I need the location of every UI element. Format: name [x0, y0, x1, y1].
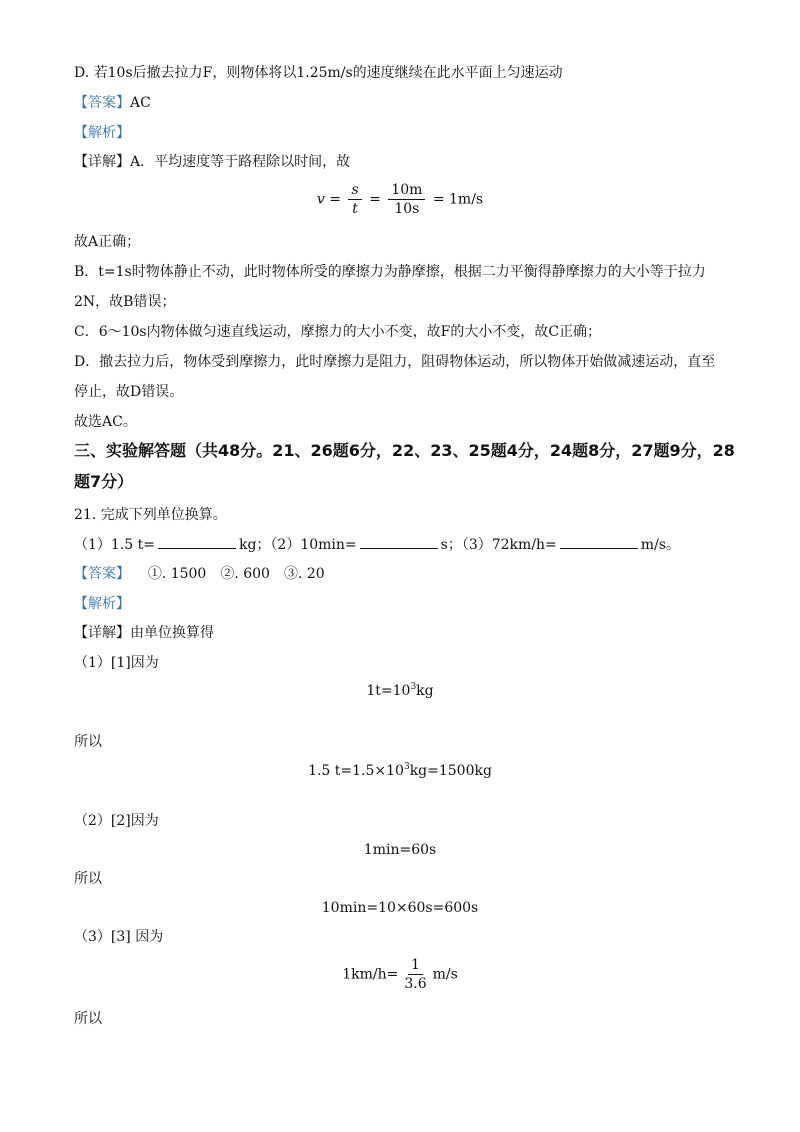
eq-den: 10s	[394, 201, 420, 217]
eq-t-unit: kg	[416, 683, 434, 699]
eq-t: t	[352, 201, 358, 217]
eq15-a: 1.5 t=1.5×10	[308, 763, 404, 779]
detail-21-line	[74, 624, 214, 642]
eq15-b: kg=1500kg	[409, 763, 492, 779]
answer-21-values: ①. 1500 ②. 600 ③. 20	[147, 566, 325, 582]
step-3-label: （3）[3] 因为	[74, 929, 164, 945]
analysis-21-tag: 【解析】	[74, 596, 130, 612]
so-3: 所以	[74, 1011, 102, 1027]
detail-21-text: 由单位换算得	[130, 625, 214, 641]
answer-21-tag: 【答案】	[74, 566, 130, 582]
so-1: 所以	[74, 734, 102, 750]
detail-21-tag: 【详解】	[74, 625, 130, 641]
part-2-text: kg；（2）10min=	[238, 537, 357, 553]
eq-num: 10m	[388, 181, 425, 200]
d-line-2: 停止，故D错误。	[74, 384, 184, 400]
b-line-1: B．t=1s时物体静止不动，此时物体所受的摩擦力为静摩擦，根据二力平衡得静摩擦力的大小等于拉力	[74, 264, 706, 280]
c-line: C．6～10s内物体做匀速直线运动，摩擦力的大小不变，故F的大小不变，故C正确；	[74, 324, 602, 340]
detail-a-line	[74, 153, 350, 171]
eq-s-over-t	[348, 181, 361, 218]
eq-10m-over-10s	[388, 181, 425, 218]
step-2-label: （2）[2]因为	[74, 813, 159, 829]
eq-kmh-frac	[401, 956, 429, 993]
eq-kmh-num: 1	[408, 956, 423, 975]
answer-value: AC	[130, 95, 151, 111]
eq-s: s	[348, 181, 361, 200]
question-21: 21. 完成下列单位换算。	[74, 507, 227, 523]
option-d: D. 若10s后撤去拉力F，则物体将以1.25m/s的速度继续在此水平面上匀速运动	[74, 65, 563, 81]
step-1-label: （1）[1]因为	[74, 655, 159, 671]
section-3-heading-2: 题7分）	[74, 472, 134, 491]
equation-kmh-to-ms	[0, 956, 800, 993]
equation-min-to-s: 1min=60s	[363, 842, 437, 858]
equation-1-5-ton	[0, 762, 800, 780]
answer-blank-3[interactable]	[560, 536, 638, 549]
answer-tag: 【答案】	[74, 95, 130, 111]
equation-average-speed: v = $\frac{s}{t}$ = $\frac{10m}{10s}$ = 1m/s	[316, 182, 484, 217]
eq15-exp: 3	[403, 762, 410, 772]
final-choice: 故选AC。	[74, 414, 137, 430]
answer-blank-1[interactable]	[158, 536, 236, 549]
analysis-tag: 【解析】	[74, 125, 130, 141]
eq-t-exp: 3	[410, 682, 417, 692]
a-conclusion: 故A正确；	[74, 234, 141, 250]
eq-result: = 1m/s	[432, 191, 484, 208]
d-line-1: D．撤去拉力后，物体受到摩擦力，此时摩擦力是阻力，阻碍物体运动，所以物体开始做减速运动，直至	[74, 354, 716, 370]
detail-tag: 【详解】	[74, 154, 130, 170]
part-3-text: s；（3）72km/h=	[440, 537, 557, 553]
eq-kmh-unit: m/s	[432, 966, 458, 983]
detail-a-text: A．平均速度等于路程除以时间，故	[130, 154, 351, 170]
question-21-parts	[74, 536, 680, 554]
answer-line	[74, 94, 151, 112]
eq-t-base: 1t=10	[366, 683, 411, 699]
section-3-heading-1: 三、实验解答题（共48分。21、26题6分，22、23、25题4分，24题8分，27题9分，28	[74, 441, 735, 460]
b-line-2: 2N，故B错误；	[74, 294, 176, 310]
equation-10min: 10min=10×60s=600s	[321, 900, 479, 916]
eq-kmh-den: 3.6	[404, 976, 427, 992]
answer-21-line	[74, 565, 325, 583]
part-3-unit: m/s。	[640, 537, 680, 553]
so-2: 所以	[74, 871, 102, 887]
eq-kmh-left: 1km/h=	[342, 966, 399, 983]
part-1-text: （1）1.5 t=	[74, 537, 155, 553]
eq-v: v	[316, 191, 325, 208]
answer-blank-2[interactable]	[360, 536, 438, 549]
equation-ton-to-kg	[0, 682, 800, 700]
